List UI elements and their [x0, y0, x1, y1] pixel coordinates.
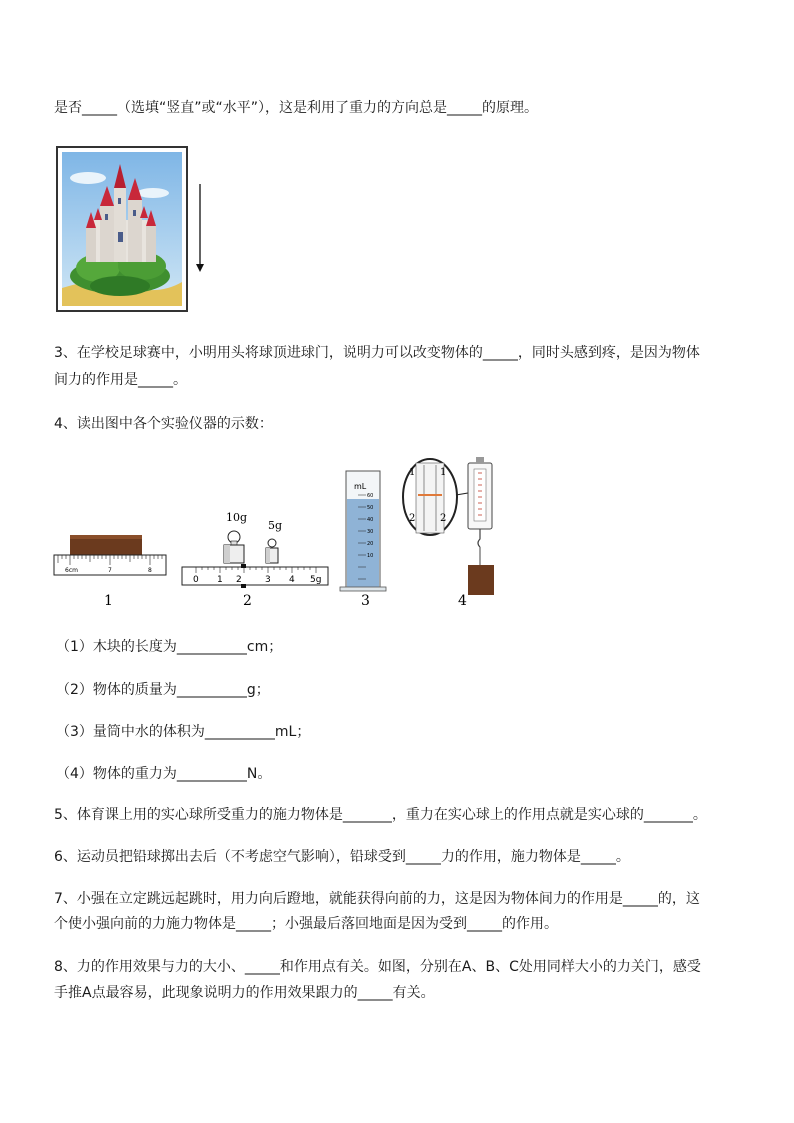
q4-sub-2: （2）物体的质量为__________g；: [56, 682, 270, 698]
q8-line-2: 手推A点最容易，此现象说明力的作用效果跟力的_____有关。: [54, 985, 435, 1001]
q5-text: 5、体育课上用的实心球所受重力的施力物体是_______，重力在实心球上的作用点就是实心球的_______。: [54, 807, 707, 823]
q7-line-2: 个使小强向前的力施力物体是_____；小强最后落回地面是因为受到_____的作用。: [54, 916, 558, 932]
cylinder-tick-20: 20: [367, 541, 374, 547]
q3-line-2: 间力的作用是_____。: [54, 372, 187, 388]
balance-tick-0: 0: [193, 575, 199, 585]
q4-sub-4: （4）物体的重力为__________N。: [56, 766, 272, 782]
balance-tick-3: 3: [265, 575, 271, 585]
balance-tick-4: 4: [289, 575, 295, 585]
q4-sub-3: （3）量筒中水的体积为__________mL；: [56, 724, 311, 740]
balance-tick-5g: 5g: [310, 575, 322, 585]
balance-tick-1: 1: [217, 575, 223, 585]
spring-scale: [403, 457, 494, 609]
cylinder-tick-40: 40: [367, 517, 374, 523]
figure-label-4: 4: [458, 593, 467, 609]
balance-tick-2: 2: [236, 575, 242, 585]
cylinder-tick-50: 50: [367, 505, 374, 511]
castle-picture: [56, 146, 188, 312]
figure-label-3: 3: [361, 593, 370, 609]
ruler-tick-6cm: 6cm: [65, 567, 78, 574]
weight-label-5g: 5g: [268, 519, 283, 532]
q7-line-1: 7、小强在立定跳远起跳时，用力向后蹬地，就能获得向前的力，这是因为物体间力的作用是_____的，这: [54, 891, 700, 907]
q4-sub-1: （1）木块的长度为__________cm；: [56, 639, 283, 655]
figure-label-2: 2: [243, 593, 252, 609]
cylinder-tick-10: 10: [367, 553, 374, 559]
graduated-cylinder: [340, 471, 386, 609]
gravity-direction-arrow-icon: [196, 184, 204, 274]
q6-text: 6、运动员把铅球掷出去后（不考虑空气影响），铅球受到_____力的作用，施力物体是_____。: [54, 849, 630, 865]
magnified-tick-1-right: 1: [440, 467, 447, 478]
ruler-tick-8: 8: [148, 567, 152, 574]
instruments-figure: [48, 455, 508, 615]
ruler-with-block: [54, 535, 166, 609]
castle-illustration: [58, 148, 186, 310]
magnified-tick-1-left: 1: [409, 467, 416, 478]
weight-label-10g: 10g: [226, 511, 248, 524]
cylinder-tick-60: 60: [367, 493, 374, 499]
q2-tail-text: 是否_____（选填“竖直”或“水平”），这是利用了重力的方向总是_____的原理。: [54, 100, 539, 116]
q3-line-1: 3、在学校足球赛中，小明用头将球顶进球门，说明力可以改变物体的_____，同时头感到疼，是因为物体: [54, 345, 700, 361]
magnified-tick-2-right: 2: [440, 513, 447, 524]
balance-weights-scale: [182, 511, 328, 609]
ruler-tick-7: 7: [108, 567, 112, 574]
magnified-tick-2-left: 2: [409, 513, 416, 524]
figure-label-1: 1: [104, 593, 113, 609]
q4-stem: 4、读出图中各个实验仪器的示数：: [54, 416, 273, 432]
cylinder-unit: mL: [354, 482, 367, 491]
q8-line-1: 8、力的作用效果与力的大小、_____和作用点有关。如图，分别在A、B、C处用同样大小的力关门，感受: [54, 959, 701, 975]
cylinder-tick-30: 30: [367, 529, 374, 535]
